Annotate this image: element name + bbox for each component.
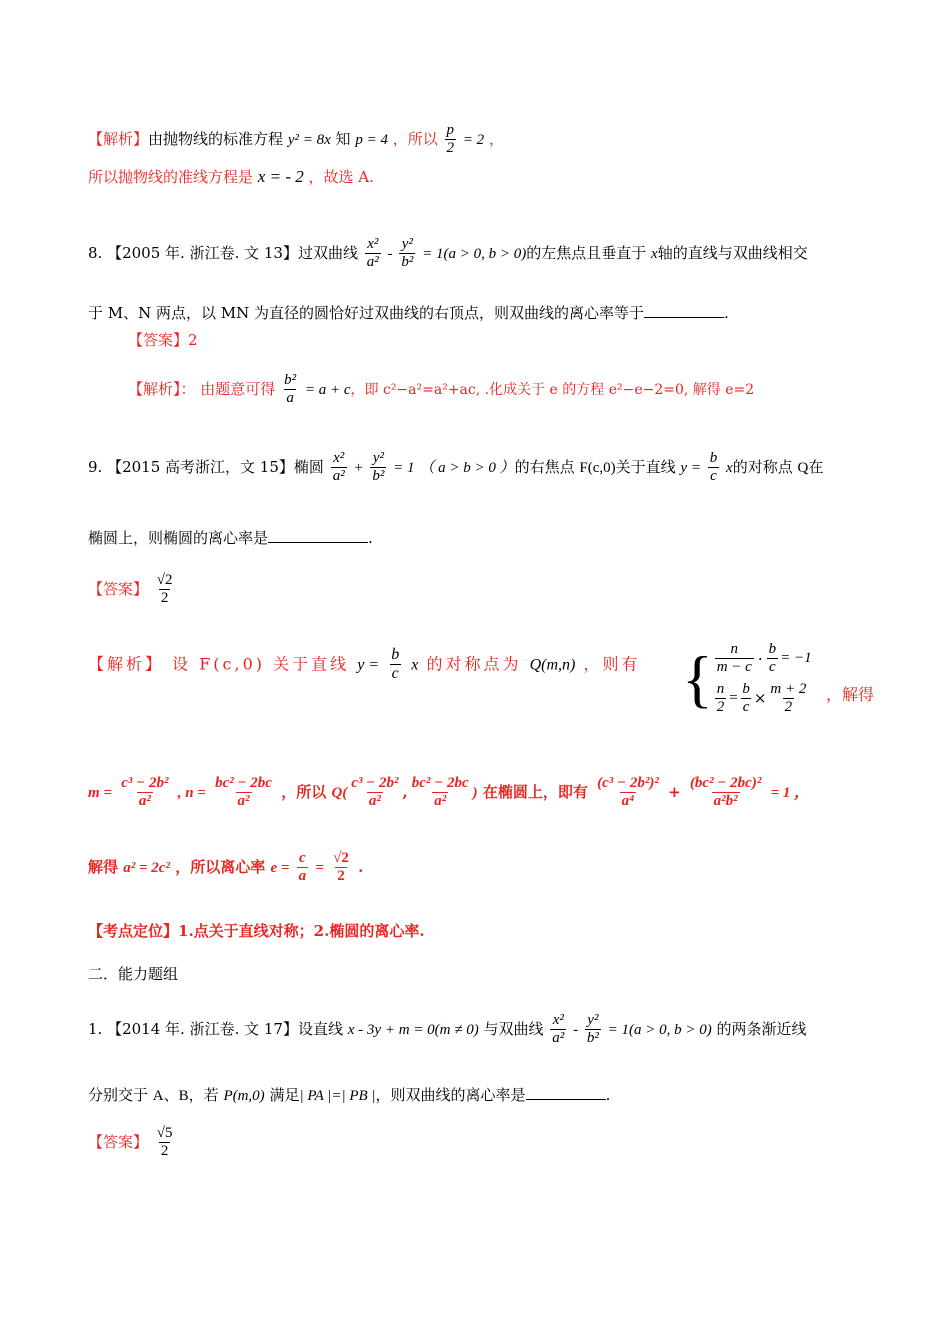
equation: e = — [270, 859, 290, 876]
equation: y = — [680, 459, 701, 476]
equation: + — [353, 459, 364, 476]
system-row-1: $\frac{n}{m - c}$ · $\frac{b}{c}$ = −1 — [716, 641, 812, 676]
section-title: 二．能力题组 — [88, 965, 179, 983]
equation: x — [411, 656, 419, 674]
equation: ) — [472, 784, 478, 801]
question-source: 【2005 年. 浙江卷. 文 13】 — [107, 243, 298, 262]
q1-line1 — [88, 1012, 807, 1048]
analysis-text: ， — [488, 129, 504, 148]
question-text: 设直线 — [297, 1019, 343, 1038]
equation-system — [682, 641, 812, 716]
equation: x — [726, 459, 733, 476]
question-text: ，则双曲线的离心率是 — [375, 1086, 526, 1104]
focus-point: F(c,0) — [579, 459, 616, 476]
analysis-text: 由题意可得 — [200, 379, 276, 398]
equation: p = 4 — [355, 131, 388, 148]
fraction: $\frac{\text{b²}}{a}$ — [284, 372, 297, 407]
question-text: ，若 — [188, 1086, 219, 1104]
analysis-text: 设 F(c,0) 关于直线 — [172, 654, 350, 674]
answer-tag: 【答案】 — [128, 331, 189, 349]
period: . — [605, 1086, 611, 1104]
analysis-text: ，所以 — [392, 129, 438, 148]
fraction: $\frac{\text{bc² − 2bc}}{\text{a²}}$ — [215, 775, 272, 810]
analysis-text: 的对称点为 — [426, 654, 522, 674]
analysis-text: ，所以 — [281, 782, 327, 801]
analysis-text: 知 — [335, 129, 351, 148]
question-source: 【2015 高考浙江，文 15】 — [107, 457, 294, 476]
equation: - — [573, 1021, 579, 1038]
brace: { — [682, 642, 713, 714]
fraction: $\frac{\text{c³ − 2b²}}{\text{a²}}$ — [121, 775, 169, 810]
analysis-text: 由抛物线的标准方程 — [148, 129, 284, 148]
q9-analysis-line2: m = $\frac{\text{c³ − 2b²}}{\text{a²}}$ , n = $\frac{\text{bc² − 2bc}}{\text{a²}}$ ，所以 Q( $\frac{\text{c³ − 2b²}}{\text{a²}}$ , $\frac{\text{bc² − 2bc}}{\text{a²}}$ ) 在椭圆上，即有 $\frac{\text{(c³ − 2b²)²}}{\text{a⁴}}$ + $\frac{\text{(bc² − 2bc)²}}{\text{a²b²}}$ = 1 ， — [88, 775, 810, 810]
equation: y = — [357, 656, 380, 674]
answer-tag: 【答案】 — [88, 579, 149, 598]
system-row-2: $\frac{n}{2}$ = $\frac{b}{c}$ × $\frac{m + 2}{2}$ — [716, 680, 807, 715]
kaodian-text: 1.点关于直线对称；2.椭圆的离心率. — [178, 922, 425, 940]
fraction: $\frac{b}{c}$ — [391, 646, 400, 683]
equation: , n = — [177, 784, 206, 801]
fraction: $\frac{\text{y²}}{\text{b²}}$ — [401, 236, 414, 271]
answer-blank — [644, 303, 724, 318]
period: . — [368, 529, 373, 547]
q8-line2 — [88, 302, 729, 323]
fraction: $\frac{\text{x²}}{\text{a²}}$ — [552, 1012, 565, 1047]
question-number: 9. — [88, 457, 103, 476]
q8-answer — [128, 329, 198, 350]
question-text: 的左焦点且垂直于 — [526, 243, 647, 262]
q9-analysis-solve — [826, 682, 874, 705]
question-text: 满足 — [269, 1086, 300, 1104]
condition: （ a > b > 0 ） — [419, 459, 515, 476]
q9-analysis-line1 — [88, 646, 640, 684]
question-text: 关于直线 — [615, 457, 676, 476]
equation: = 2 — [462, 131, 485, 148]
question-text: 椭圆 — [293, 457, 324, 476]
equation: = 1(a > 0, b > 0) — [422, 245, 527, 262]
equation: = 1 ， — [770, 784, 810, 801]
analysis-text: 所以抛物线的准线方程是 — [88, 168, 254, 186]
equation: x = - 2 — [257, 167, 304, 186]
p7-analysis-line1 — [88, 122, 504, 158]
q8-analysis — [128, 372, 754, 408]
fraction: $\frac{\text{(bc² − 2bc)²}}{\text{a²b²}}$ — [689, 775, 762, 810]
equation: Q( — [331, 784, 348, 801]
kaodian-tag: 【考点定位】 — [88, 922, 179, 940]
period: . — [358, 857, 364, 876]
answer-blank — [268, 528, 368, 543]
q9-answer — [88, 572, 177, 608]
point-q: Q — [797, 459, 809, 476]
question-text: 的两条渐近线 — [716, 1019, 807, 1038]
equation: x - 3y + m = 0(m ≠ 0) — [347, 1021, 479, 1038]
answer-fraction: $\frac{√5}{2}$ — [156, 1125, 173, 1160]
fraction: $\frac{\text{(c³ − 2b²)²}}{\text{a⁴}}$ — [597, 775, 659, 810]
fraction: $\frac{b}{c}$ — [709, 450, 718, 485]
question-text: 轴的直线与双曲线相交 — [657, 243, 808, 262]
answer-value: 2 — [188, 331, 198, 349]
analysis-tag: 【解析】： — [128, 379, 196, 398]
question-source: 【2014 年. 浙江卷. 文 17】 — [107, 1019, 298, 1038]
equation: = — [315, 859, 324, 876]
analysis-text: ，即 c²−a²=a²+ac, .化成关于 e 的方程 e²−e−2=0, 解得 e=2 — [350, 381, 755, 398]
q9-line1 — [88, 450, 823, 486]
fraction: $\frac{\text{y²}}{\text{b²}}$ — [586, 1012, 599, 1047]
q1-answer — [88, 1125, 177, 1161]
equation: y² = 8x — [287, 131, 331, 148]
fraction: $\frac{\text{x²}}{\text{a²}}$ — [332, 450, 345, 485]
fraction: $\frac{c}{a}$ — [298, 850, 307, 885]
condition: | PA |=| PB | — [299, 1088, 376, 1104]
question-text: 的对称点 — [732, 457, 793, 476]
question-text: 与双曲线 — [483, 1019, 544, 1038]
equation: a² = 2c² — [123, 859, 170, 876]
question-text: 椭圆上，则椭圆的离心率是 — [88, 529, 269, 547]
analysis-tag: 【解析】 — [88, 654, 165, 674]
equation: = a + c — [304, 381, 351, 398]
variable: x — [651, 245, 658, 262]
question-text: 在 — [808, 457, 824, 476]
p7-analysis-line2 — [88, 166, 374, 187]
q9-kaodian — [88, 920, 425, 941]
point-p: P(m,0) — [223, 1088, 265, 1104]
question-text: 的右焦点 — [514, 457, 575, 476]
plus: + — [668, 782, 681, 801]
answer-fraction: $\frac{√2}{2}$ — [156, 572, 173, 607]
analysis-text: 在椭圆上，即有 — [482, 782, 588, 801]
q8-line1 — [88, 236, 808, 272]
analysis-text: ，解得 — [826, 685, 875, 704]
fraction: $\frac{\text{c³ − 2b²}}{\text{a²}}$ — [351, 775, 399, 810]
q9-line2 — [88, 527, 373, 548]
analysis-tag: 【解析】 — [88, 129, 149, 148]
analysis-text: 解得 — [88, 857, 119, 876]
analysis-text: ，则有 — [583, 654, 641, 674]
fraction: $\frac{√2}{2}$ — [333, 850, 349, 885]
points: A、B — [152, 1088, 189, 1104]
q9-analysis-line3 — [88, 850, 363, 886]
equation: m = — [88, 784, 112, 801]
question-text: 过双曲线 — [297, 243, 358, 262]
fraction: $\frac{p}{2}$ — [446, 122, 455, 157]
answer-tag: 【答案】 — [88, 1132, 149, 1151]
fraction: $\frac{\text{bc² − 2bc}}{\text{a²}}$ — [411, 775, 469, 810]
equation: - — [387, 245, 393, 262]
fraction: $\frac{\text{x²}}{\text{a²}}$ — [366, 236, 379, 271]
period: . — [724, 304, 729, 322]
analysis-text: ，故选 A. — [308, 168, 374, 186]
equation: = 1(a > 0, b > 0) — [607, 1021, 712, 1038]
equation: = 1 — [393, 459, 415, 476]
answer-blank — [526, 1085, 606, 1100]
question-text: 分别交于 — [88, 1086, 149, 1104]
question-number: 1. — [88, 1019, 103, 1038]
question-text: 于 M、N 两点，以 MN 为直径的圆恰好过双曲线的右顶点，则双曲线的离心率等于 — [88, 304, 645, 322]
q1-line2 — [88, 1084, 610, 1105]
analysis-text: ，所以离心率 — [175, 857, 266, 876]
equation: Q(m,n) — [529, 656, 576, 674]
fraction: $\frac{\text{y²}}{\text{b²}}$ — [372, 450, 385, 485]
question-number: 8. — [88, 243, 103, 262]
